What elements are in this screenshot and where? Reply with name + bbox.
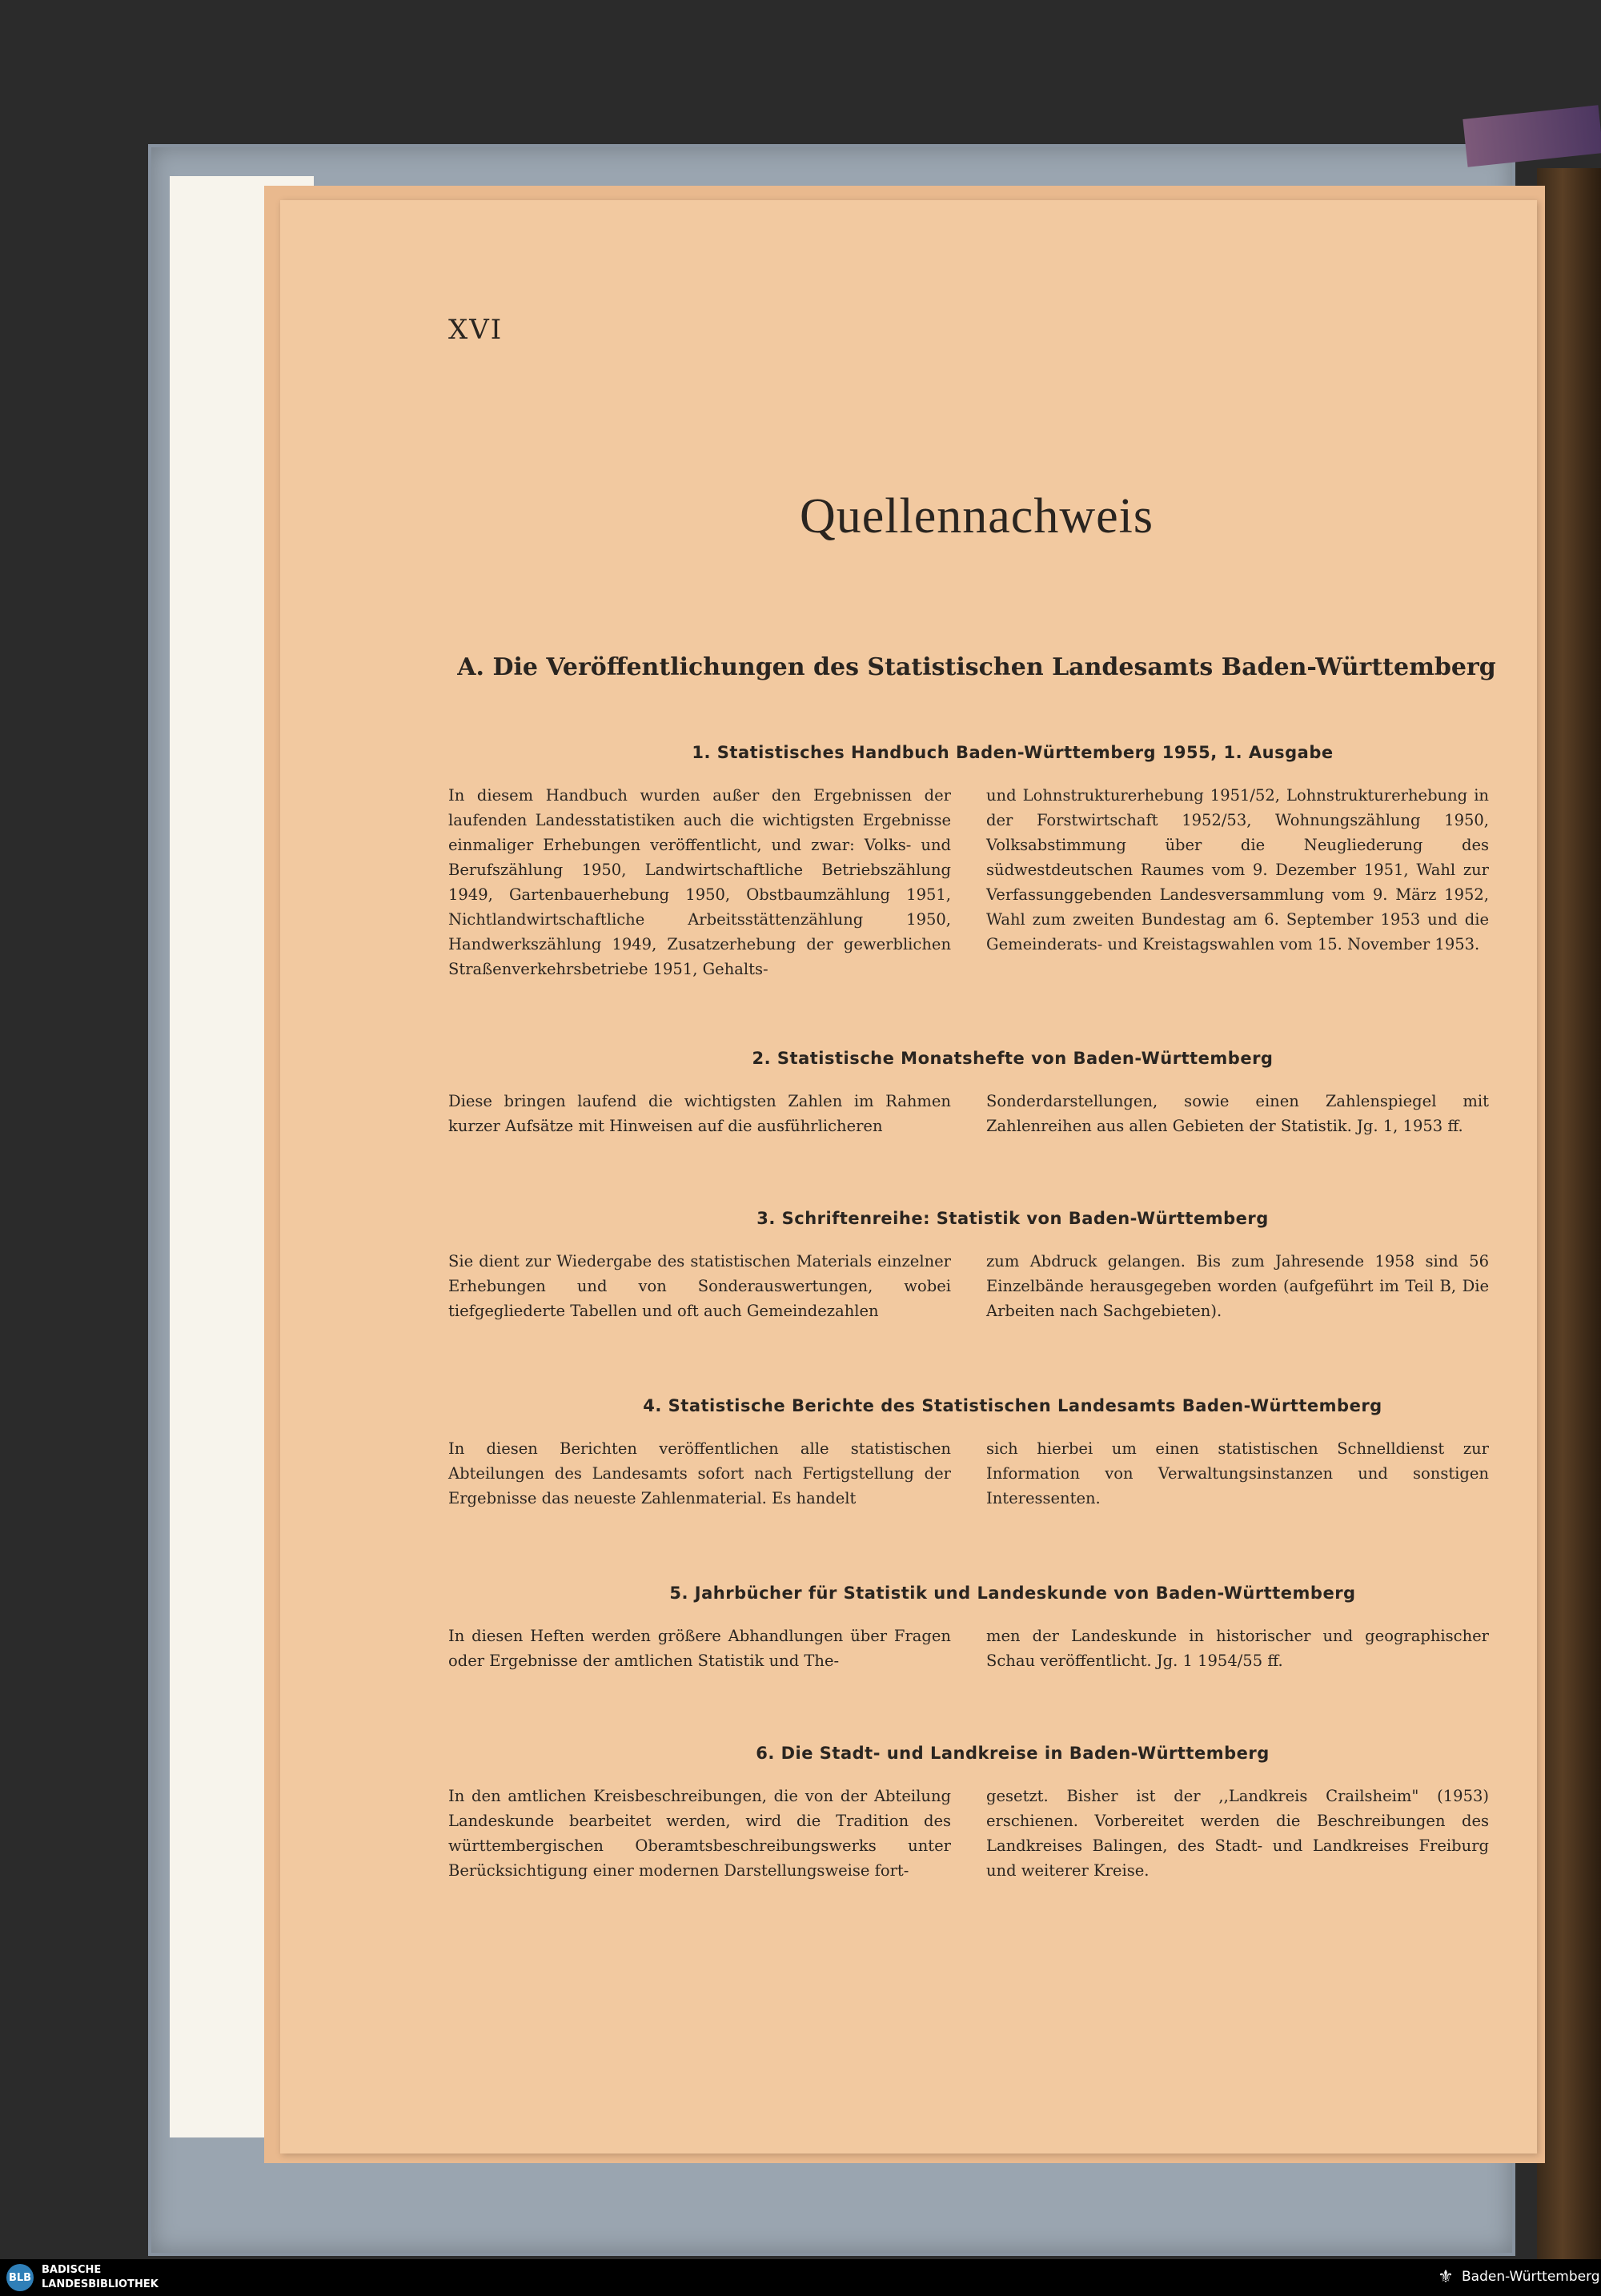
- section-text-left: Sie dient zur Wiedergabe des statistischen Materials einzelner Erhebungen und von Sonderauswertungen, wobei tiefgegliederte Tabellen und oft auch Gemeindezahlen: [448, 1252, 951, 1320]
- section-text-left: In diesen Heften werden größere Abhandlungen über Fragen oder Ergebnisse der amtlichen Statistik und The-: [448, 1627, 951, 1670]
- section-text-right: zum Abdruck gelangen. Bis zum Jahresende 1958 sind 56 Einzelbände herausgegeben worden (aufgeführt im Teil B, Die Arbeiten nach Sachgebieten).: [986, 1252, 1489, 1320]
- book-spine: [1537, 168, 1601, 2266]
- section-heading: 6. Die Stadt- und Landkreise in Baden-Württemberg: [756, 1744, 1270, 1763]
- section-text-left: In diesen Berichten veröffentlichen alle statistischen Abteilungen des Landesamts sofort nach Fertigstellung der Ergebnisse das neueste Zahlenmaterial. Es handelt: [448, 1439, 951, 1507]
- section-heading: 3. Schriftenreihe: Statistik von Baden-Württemberg: [756, 1209, 1269, 1228]
- partner-name: Baden-Württemberg: [1462, 2269, 1600, 2285]
- section-heading: 4. Statistische Berichte des Statistischen Landesamts Baden-Württemberg: [643, 1396, 1382, 1415]
- section-1: [448, 743, 1489, 981]
- section-6: [448, 1744, 1489, 1883]
- page-number: XVI: [448, 314, 504, 346]
- section-5: [448, 1584, 1489, 1673]
- library-name: [42, 2263, 158, 2292]
- section-heading: 5. Jahrbücher für Statistik und Landeskunde von Baden-Württemberg: [669, 1584, 1356, 1603]
- section-2: [448, 1049, 1489, 1138]
- page-title: Quellennachweis: [800, 489, 1154, 544]
- section-text-left: Diese bringen laufend die wichtigsten Zahlen im Rahmen kurzer Aufsätze mit Hinweisen auf die ausführlicheren: [448, 1092, 951, 1135]
- section-heading: 2. Statistische Monatshefte von Baden-Württemberg: [752, 1049, 1274, 1068]
- section-3: [448, 1209, 1489, 1323]
- book-spine-top: [1463, 105, 1601, 167]
- section-text-right: men der Landeskunde in historischer und geographischer Schau veröffentlicht. Jg. 1 1954/55 ff.: [986, 1627, 1489, 1670]
- section-text-right: sich hierbei um einen statistischen Schnelldienst zur Information von Verwaltungsinstanzen und sonstigen Interessenten.: [986, 1439, 1489, 1507]
- part-title: A. Die Veröffentlichungen des Statistischen Landesamts Baden-Württemberg: [457, 653, 1496, 681]
- blb-logo-icon: BLB: [6, 2264, 34, 2291]
- document-page: [280, 200, 1537, 2154]
- bw-emblem-icon: ⚜: [1438, 2267, 1454, 2287]
- footer-bar: [0, 2259, 1601, 2296]
- section-4: [448, 1396, 1489, 1511]
- library-name-line2: LANDESBIBLIOTHEK: [42, 2278, 158, 2290]
- section-heading: 1. Statistisches Handbuch Baden-Württemberg 1955, 1. Ausgabe: [692, 743, 1334, 762]
- section-text-left: In diesem Handbuch wurden außer den Ergebnissen der laufenden Landesstatistiken auch die wichtigsten Ergebnisse einmaliger Erhebungen veröffentlicht, und zwar: Volks- und Berufszählung 1950, Landwirtschaftliche Betriebszählung 1949, Gartenbauerhebung 1950, Obstbaumzählung 1951, Nichtlandwirtschaftliche Arbeitsstättenzählung 1950, Handwerkszählung 1949, Zusatzerhebung der gewerblichen Straßenverkehrsbetriebe 1951, Gehalts-: [448, 786, 951, 978]
- library-name-line1: BADISCHE: [42, 2264, 102, 2276]
- section-text-right: Sonderdarstellungen, sowie einen Zahlenspiegel mit Zahlenreihen aus allen Gebieten der Statistik. Jg. 1, 1953 ff.: [986, 1092, 1489, 1135]
- section-text-left: In den amtlichen Kreisbeschreibungen, die von der Abteilung Landeskunde bearbeitet werden, wird die Tradition des württembergischen Oberamtsbeschreibungswerks unter Berücksichtigung einer modernen Darstellungsweise fort-: [448, 1787, 951, 1880]
- section-text-right: gesetzt. Bisher ist der ,,Landkreis Crailsheim" (1953) erschienen. Vorbereitet werden die Beschreibungen des Landkreises Balingen, des Stadt- und Landkreises Freiburg und weiterer Kreise.: [986, 1787, 1489, 1880]
- section-text-right: und Lohnstrukturerhebung 1951/52, Lohnstrukturerhebung in der Forstwirtschaft 1952/53, Wohnungszählung 1950, Volksabstimmung über die Neugliederung des südwestdeutschen Raumes vom 9. Dezember 1951, Wahl zur Verfassunggebenden Landesversammlung vom 9. März 1952, Wahl zum zweiten Bundestag am 6. September 1953 und die Gemeinderats- und Kreistagswahlen vom 15. November 1953.: [986, 786, 1489, 953]
